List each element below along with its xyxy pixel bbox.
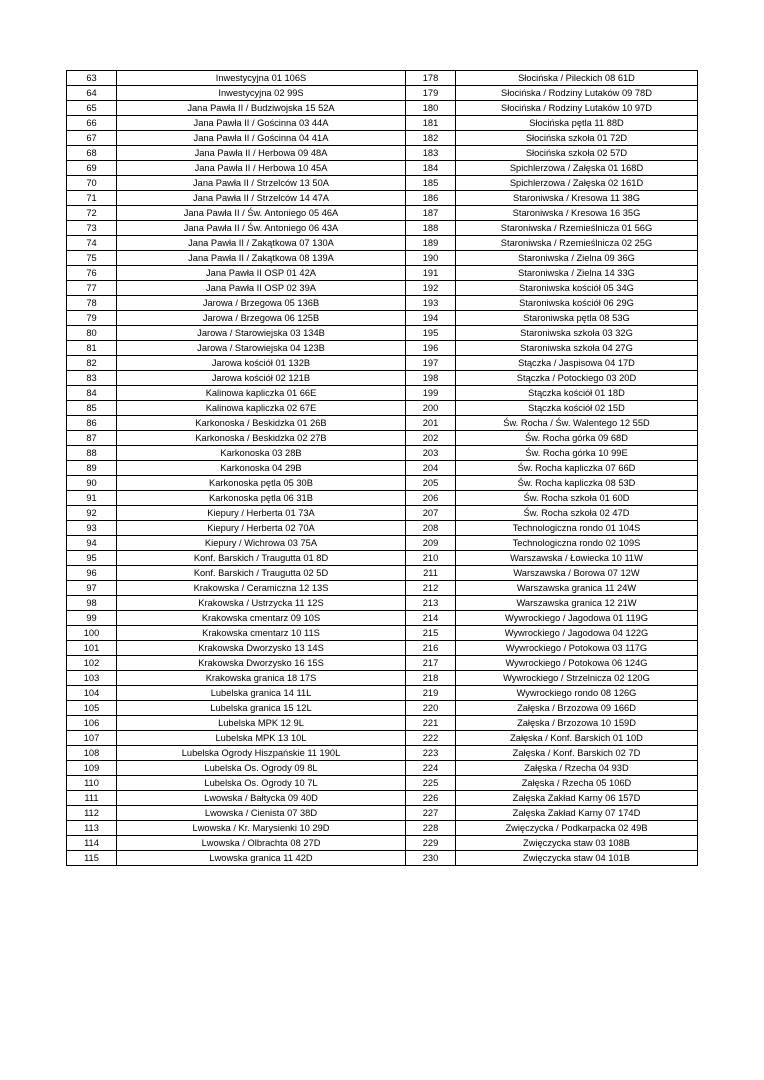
right-stop-number: 184 — [406, 161, 456, 176]
left-stop-number: 109 — [67, 761, 117, 776]
table-row — [67, 206, 698, 221]
right-stop-number: 214 — [406, 611, 456, 626]
left-stop-name: Jarowa / Brzegowa 05 136B — [117, 296, 406, 311]
right-stop-name: Wywrockiego / Jagodowa 04 122G — [456, 626, 698, 641]
left-stop-name: Jana Pawła II / Zakątkowa 07 130A — [117, 236, 406, 251]
right-stop-name: Staroniwska kościół 06 29G — [456, 296, 698, 311]
table-row — [67, 161, 698, 176]
right-stop-name: Spichlerzowa / Załęska 01 168D — [456, 161, 698, 176]
table-row — [67, 731, 698, 746]
table-row — [67, 461, 698, 476]
left-stop-name: Jana Pawła II / Strzelców 13 50A — [117, 176, 406, 191]
left-stop-number: 93 — [67, 521, 117, 536]
right-stop-number: 225 — [406, 776, 456, 791]
right-stop-name: Staroniwska szkoła 03 32G — [456, 326, 698, 341]
left-stop-name: Krakowska Dworzysko 16 15S — [117, 656, 406, 671]
left-stop-name: Lubelska Os. Ogrody 10 7L — [117, 776, 406, 791]
left-stop-number: 67 — [67, 131, 117, 146]
left-stop-number: 82 — [67, 356, 117, 371]
table-row — [67, 221, 698, 236]
right-stop-number: 197 — [406, 356, 456, 371]
table-row — [67, 101, 698, 116]
right-stop-name: Słocińska / Rodziny Lutaków 10 97D — [456, 101, 698, 116]
table-row — [67, 176, 698, 191]
left-stop-name: Karkonoska pętla 06 31B — [117, 491, 406, 506]
left-stop-name: Jana Pawła II / Herbowa 09 48A — [117, 146, 406, 161]
table-row — [67, 191, 698, 206]
right-stop-number: 199 — [406, 386, 456, 401]
left-stop-name: Krakowska cmentarz 10 11S — [117, 626, 406, 641]
left-stop-number: 97 — [67, 581, 117, 596]
left-stop-name: Kiepury / Herberta 01 73A — [117, 506, 406, 521]
table-row — [67, 311, 698, 326]
left-stop-number: 86 — [67, 416, 117, 431]
right-stop-number: 218 — [406, 671, 456, 686]
right-stop-number: 195 — [406, 326, 456, 341]
left-stop-number: 111 — [67, 791, 117, 806]
left-stop-name: Kiepury / Wichrowa 03 75A — [117, 536, 406, 551]
left-stop-name: Krakowska / Ceramiczna 12 13S — [117, 581, 406, 596]
right-stop-number: 202 — [406, 431, 456, 446]
right-stop-number: 227 — [406, 806, 456, 821]
left-stop-number: 81 — [67, 341, 117, 356]
table-row — [67, 656, 698, 671]
table-row — [67, 356, 698, 371]
right-stop-name: Staroniwska / Kresowa 16 35G — [456, 206, 698, 221]
left-stop-name: Krakowska granica 18 17S — [117, 671, 406, 686]
table-row — [67, 431, 698, 446]
left-stop-number: 75 — [67, 251, 117, 266]
left-stop-name: Lwowska / Cienista 07 38D — [117, 806, 406, 821]
right-stop-number: 206 — [406, 491, 456, 506]
right-stop-name: Warszawska granica 11 24W — [456, 581, 698, 596]
left-stop-number: 88 — [67, 446, 117, 461]
left-stop-number: 98 — [67, 596, 117, 611]
right-stop-number: 198 — [406, 371, 456, 386]
right-stop-number: 216 — [406, 641, 456, 656]
left-stop-name: Jarowa kościół 01 132B — [117, 356, 406, 371]
left-stop-name: Kiepury / Herberta 02 70A — [117, 521, 406, 536]
right-stop-name: Słocińska szkoła 01 72D — [456, 131, 698, 146]
right-stop-name: Staroniwska / Zielna 09 36G — [456, 251, 698, 266]
left-stop-number: 83 — [67, 371, 117, 386]
right-stop-number: 215 — [406, 626, 456, 641]
left-stop-number: 70 — [67, 176, 117, 191]
right-stop-name: Technologiczna rondo 02 109S — [456, 536, 698, 551]
right-stop-number: 188 — [406, 221, 456, 236]
right-stop-number: 221 — [406, 716, 456, 731]
right-stop-name: Zwięczycka / Podkarpacka 02 49B — [456, 821, 698, 836]
left-stop-name: Lubelska granica 14 11L — [117, 686, 406, 701]
left-stop-name: Krakowska Dworzysko 13 14S — [117, 641, 406, 656]
table-row — [67, 836, 698, 851]
left-stop-name: Kalinowa kapliczka 01 66E — [117, 386, 406, 401]
left-stop-number: 102 — [67, 656, 117, 671]
table-row — [67, 86, 698, 101]
right-stop-number: 228 — [406, 821, 456, 836]
table-row — [67, 341, 698, 356]
right-stop-name: Wywrockiego / Jagodowa 01 119G — [456, 611, 698, 626]
right-stop-name: Św. Rocha szkoła 01 60D — [456, 491, 698, 506]
right-stop-number: 212 — [406, 581, 456, 596]
left-stop-number: 94 — [67, 536, 117, 551]
table-row — [67, 596, 698, 611]
right-stop-name: Wywrockiego rondo 08 126G — [456, 686, 698, 701]
left-stop-number: 113 — [67, 821, 117, 836]
right-stop-number: 187 — [406, 206, 456, 221]
left-stop-number: 95 — [67, 551, 117, 566]
left-stop-number: 91 — [67, 491, 117, 506]
right-stop-name: Warszawska / Łowiecka 10 11W — [456, 551, 698, 566]
left-stop-name: Inwestycyjna 02 99S — [117, 86, 406, 101]
right-stop-name: Św. Rocha / Św. Walentego 12 55D — [456, 416, 698, 431]
left-stop-number: 64 — [67, 86, 117, 101]
left-stop-name: Karkonoska pętla 05 30B — [117, 476, 406, 491]
right-stop-number: 211 — [406, 566, 456, 581]
left-stop-name: Lubelska granica 15 12L — [117, 701, 406, 716]
left-stop-number: 74 — [67, 236, 117, 251]
right-stop-number: 219 — [406, 686, 456, 701]
left-stop-name: Konf. Barskich / Traugutta 02 5D — [117, 566, 406, 581]
left-stop-number: 110 — [67, 776, 117, 791]
right-stop-name: Staroniwska / Rzemieślnicza 01 56G — [456, 221, 698, 236]
table-row — [67, 536, 698, 551]
left-stop-number: 78 — [67, 296, 117, 311]
right-stop-name: Technologiczna rondo 01 104S — [456, 521, 698, 536]
table-row — [67, 761, 698, 776]
table-row — [67, 116, 698, 131]
right-stop-name: Słocińska pętla 11 88D — [456, 116, 698, 131]
left-stop-name: Lubelska Ogrody Hiszpańskie 11 190L — [117, 746, 406, 761]
right-stop-number: 205 — [406, 476, 456, 491]
left-stop-number: 114 — [67, 836, 117, 851]
left-stop-name: Jana Pawła II OSP 02 39A — [117, 281, 406, 296]
left-stop-number: 103 — [67, 671, 117, 686]
right-stop-name: Załęska Zakład Karny 07 174D — [456, 806, 698, 821]
right-stop-number: 190 — [406, 251, 456, 266]
left-stop-number: 96 — [67, 566, 117, 581]
table-row — [67, 251, 698, 266]
left-stop-name: Karkonoska 03 28B — [117, 446, 406, 461]
table-row — [67, 296, 698, 311]
table-row — [67, 626, 698, 641]
table-row — [67, 326, 698, 341]
left-stop-number: 71 — [67, 191, 117, 206]
left-stop-number: 104 — [67, 686, 117, 701]
table-row — [67, 776, 698, 791]
right-stop-name: Warszawska / Borowa 07 12W — [456, 566, 698, 581]
left-stop-name: Karkonoska 04 29B — [117, 461, 406, 476]
right-stop-name: Załęska / Konf. Barskich 02 7D — [456, 746, 698, 761]
right-stop-number: 217 — [406, 656, 456, 671]
left-stop-number: 115 — [67, 851, 117, 866]
right-stop-number: 209 — [406, 536, 456, 551]
right-stop-number: 180 — [406, 101, 456, 116]
table-row — [67, 386, 698, 401]
left-stop-number: 92 — [67, 506, 117, 521]
left-stop-name: Jana Pawła II / Św. Antoniego 06 43A — [117, 221, 406, 236]
table-row — [67, 566, 698, 581]
table-row — [67, 581, 698, 596]
table-row — [67, 416, 698, 431]
left-stop-name: Lwowska granica 11 42D — [117, 851, 406, 866]
right-stop-name: Załęska / Brzozowa 10 159D — [456, 716, 698, 731]
left-stop-number: 87 — [67, 431, 117, 446]
table-row — [67, 146, 698, 161]
right-stop-name: Załęska / Rzecha 05 106D — [456, 776, 698, 791]
right-stop-name: Św. Rocha kapliczka 08 53D — [456, 476, 698, 491]
right-stop-number: 196 — [406, 341, 456, 356]
left-stop-name: Inwestycyjna 01 106S — [117, 71, 406, 86]
right-stop-name: Stączka / Jaspisowa 04 17D — [456, 356, 698, 371]
left-stop-number: 85 — [67, 401, 117, 416]
right-stop-number: 185 — [406, 176, 456, 191]
table-row — [67, 521, 698, 536]
right-stop-number: 220 — [406, 701, 456, 716]
table-row — [67, 71, 698, 86]
table-row — [67, 506, 698, 521]
table-row — [67, 401, 698, 416]
left-stop-number: 72 — [67, 206, 117, 221]
left-stop-name: Jarowa / Starowiejska 04 123B — [117, 341, 406, 356]
left-stop-name: Lwowska / Bałtycka 09 40D — [117, 791, 406, 806]
left-stop-name: Jana Pawła II / Zakątkowa 08 139A — [117, 251, 406, 266]
right-stop-number: 210 — [406, 551, 456, 566]
right-stop-name: Słocińska / Pileckich 08 61D — [456, 71, 698, 86]
left-stop-number: 66 — [67, 116, 117, 131]
table-row — [67, 641, 698, 656]
table-row — [67, 611, 698, 626]
left-stop-name: Jana Pawła II OSP 01 42A — [117, 266, 406, 281]
right-stop-name: Wywrockiego / Potokowa 06 124G — [456, 656, 698, 671]
right-stop-number: 208 — [406, 521, 456, 536]
right-stop-name: Stączka / Potockiego 03 20D — [456, 371, 698, 386]
table-row — [67, 806, 698, 821]
right-stop-name: Zwięczycka staw 04 101B — [456, 851, 698, 866]
right-stop-name: Załęska / Rzecha 04 93D — [456, 761, 698, 776]
right-stop-number: 201 — [406, 416, 456, 431]
left-stop-name: Konf. Barskich / Traugutta 01 8D — [117, 551, 406, 566]
table-row — [67, 446, 698, 461]
left-stop-number: 99 — [67, 611, 117, 626]
right-stop-name: Stączka kościół 02 15D — [456, 401, 698, 416]
left-stop-name: Karkonoska / Beskidzka 02 27B — [117, 431, 406, 446]
left-stop-number: 100 — [67, 626, 117, 641]
left-stop-name: Karkonoska / Beskidzka 01 26B — [117, 416, 406, 431]
right-stop-number: 204 — [406, 461, 456, 476]
right-stop-number: 179 — [406, 86, 456, 101]
right-stop-number: 189 — [406, 236, 456, 251]
right-stop-number: 203 — [406, 446, 456, 461]
table-row — [67, 551, 698, 566]
right-stop-name: Św. Rocha górka 09 68D — [456, 431, 698, 446]
left-stop-number: 80 — [67, 326, 117, 341]
table-row — [67, 266, 698, 281]
table-row — [67, 716, 698, 731]
table-row — [67, 371, 698, 386]
left-stop-number: 105 — [67, 701, 117, 716]
table-row — [67, 701, 698, 716]
left-stop-number: 63 — [67, 71, 117, 86]
right-stop-number: 186 — [406, 191, 456, 206]
table-row — [67, 131, 698, 146]
left-stop-name: Lwowska / Kr. Marysienki 10 29D — [117, 821, 406, 836]
right-stop-number: 230 — [406, 851, 456, 866]
right-stop-name: Słocińska / Rodziny Lutaków 09 78D — [456, 86, 698, 101]
left-stop-name: Kalinowa kapliczka 02 67E — [117, 401, 406, 416]
right-stop-number: 200 — [406, 401, 456, 416]
left-stop-number: 76 — [67, 266, 117, 281]
right-stop-number: 181 — [406, 116, 456, 131]
left-stop-name: Jarowa / Brzegowa 06 125B — [117, 311, 406, 326]
left-stop-number: 68 — [67, 146, 117, 161]
right-stop-number: 222 — [406, 731, 456, 746]
right-stop-name: Załęska / Konf. Barskich 01 10D — [456, 731, 698, 746]
table-row — [67, 236, 698, 251]
left-stop-number: 84 — [67, 386, 117, 401]
left-stop-name: Lubelska MPK 13 10L — [117, 731, 406, 746]
right-stop-name: Staroniwska pętla 08 53G — [456, 311, 698, 326]
left-stop-name: Jarowa / Starowiejska 03 134B — [117, 326, 406, 341]
left-stop-name: Jana Pawła II / Św. Antoniego 05 46A — [117, 206, 406, 221]
right-stop-name: Staroniwska / Rzemieślnicza 02 25G — [456, 236, 698, 251]
table-row — [67, 791, 698, 806]
table-row — [67, 476, 698, 491]
table-row — [67, 821, 698, 836]
left-stop-name: Lubelska MPK 12 9L — [117, 716, 406, 731]
right-stop-name: Słocińska szkoła 02 57D — [456, 146, 698, 161]
left-stop-number: 65 — [67, 101, 117, 116]
left-stop-name: Jana Pawła II / Herbowa 10 45A — [117, 161, 406, 176]
right-stop-number: 192 — [406, 281, 456, 296]
left-stop-name: Jana Pawła II / Gościnna 04 41A — [117, 131, 406, 146]
right-stop-number: 223 — [406, 746, 456, 761]
left-stop-name: Lubelska Os. Ogrody 09 8L — [117, 761, 406, 776]
right-stop-name: Stączka kościół 01 18D — [456, 386, 698, 401]
left-stop-number: 106 — [67, 716, 117, 731]
left-stop-name: Krakowska / Ustrzycka 11 12S — [117, 596, 406, 611]
right-stop-name: Spichlerzowa / Załęska 02 161D — [456, 176, 698, 191]
table-row — [67, 491, 698, 506]
left-stop-number: 89 — [67, 461, 117, 476]
stops-table — [66, 70, 698, 866]
right-stop-name: Warszawska granica 12 21W — [456, 596, 698, 611]
right-stop-number: 183 — [406, 146, 456, 161]
left-stop-number: 90 — [67, 476, 117, 491]
left-stop-name: Jana Pawła II / Budziwojska 15 52A — [117, 101, 406, 116]
right-stop-number: 213 — [406, 596, 456, 611]
right-stop-number: 193 — [406, 296, 456, 311]
stops-table-body — [67, 71, 698, 866]
right-stop-name: Wywrockiego / Strzelnicza 02 120G — [456, 671, 698, 686]
right-stop-name: Załęska Zakład Karny 06 157D — [456, 791, 698, 806]
right-stop-name: Św. Rocha górka 10 99E — [456, 446, 698, 461]
right-stop-number: 191 — [406, 266, 456, 281]
right-stop-name: Załęska / Brzozowa 09 166D — [456, 701, 698, 716]
right-stop-name: Zwięczycka staw 03 108B — [456, 836, 698, 851]
right-stop-number: 194 — [406, 311, 456, 326]
right-stop-name: Staroniwska / Zielna 14 33G — [456, 266, 698, 281]
left-stop-name: Lwowska / Olbrachta 08 27D — [117, 836, 406, 851]
right-stop-number: 178 — [406, 71, 456, 86]
left-stop-number: 112 — [67, 806, 117, 821]
right-stop-number: 229 — [406, 836, 456, 851]
right-stop-name: Św. Rocha kapliczka 07 66D — [456, 461, 698, 476]
right-stop-number: 224 — [406, 761, 456, 776]
left-stop-name: Jana Pawła II / Strzelców 14 47A — [117, 191, 406, 206]
right-stop-name: Staroniwska szkoła 04 27G — [456, 341, 698, 356]
left-stop-name: Jarowa kościół 02 121B — [117, 371, 406, 386]
right-stop-number: 226 — [406, 791, 456, 806]
right-stop-number: 182 — [406, 131, 456, 146]
right-stop-number: 207 — [406, 506, 456, 521]
right-stop-name: Staroniwska kościół 05 34G — [456, 281, 698, 296]
right-stop-name: Wywrockiego / Potokowa 03 117G — [456, 641, 698, 656]
table-row — [67, 851, 698, 866]
table-row — [67, 281, 698, 296]
left-stop-number: 79 — [67, 311, 117, 326]
left-stop-number: 107 — [67, 731, 117, 746]
table-row — [67, 686, 698, 701]
left-stop-number: 69 — [67, 161, 117, 176]
left-stop-number: 73 — [67, 221, 117, 236]
table-row — [67, 671, 698, 686]
left-stop-number: 108 — [67, 746, 117, 761]
left-stop-number: 101 — [67, 641, 117, 656]
table-row — [67, 746, 698, 761]
left-stop-name: Krakowska cmentarz 09 10S — [117, 611, 406, 626]
left-stop-name: Jana Pawła II / Gościnna 03 44A — [117, 116, 406, 131]
left-stop-number: 77 — [67, 281, 117, 296]
right-stop-name: Staroniwska / Kresowa 11 38G — [456, 191, 698, 206]
right-stop-name: Św. Rocha szkoła 02 47D — [456, 506, 698, 521]
